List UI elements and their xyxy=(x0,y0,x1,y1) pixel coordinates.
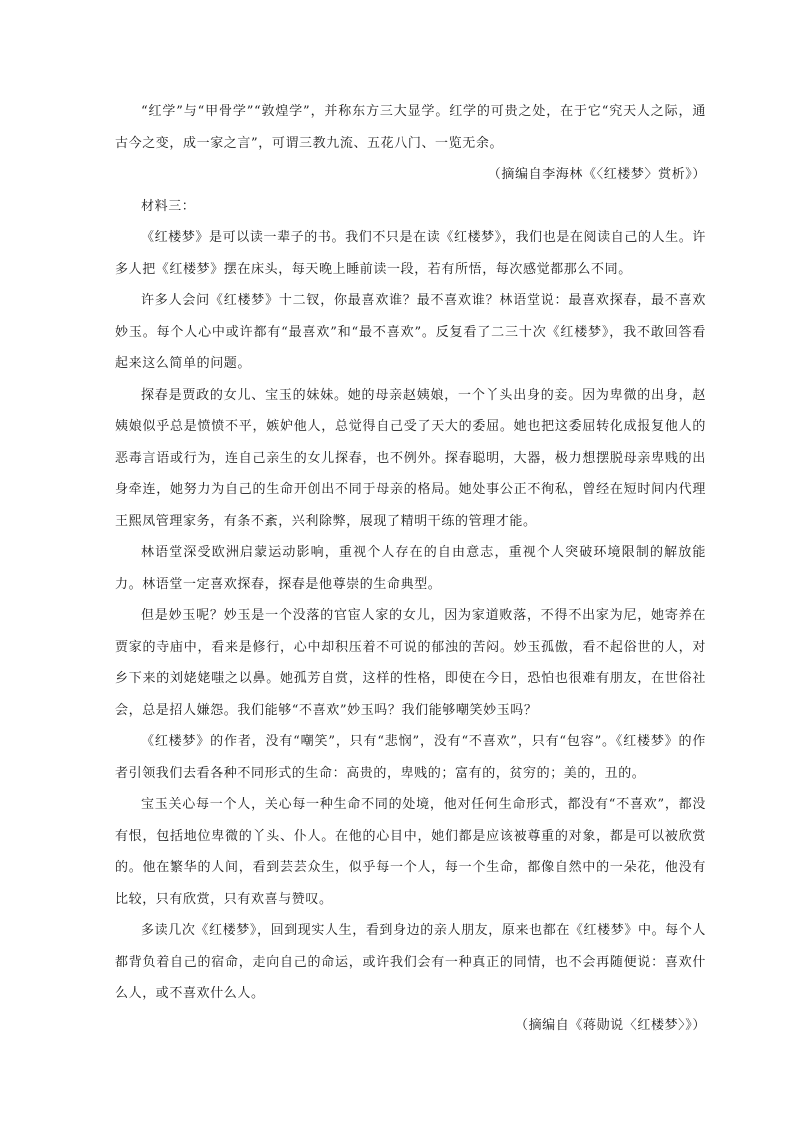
paragraph-author-compassion: 《红楼梦》的作者，没有“嘲笑”，只有“悲悯”，没有“不喜欢”，只有“包容”。《红楼梦》的作者引领我们去看各种不同形式的生命：高贵的，卑贱的；富有的，贫穷的；美的，丑的。 xyxy=(115,734,706,781)
paragraph-baoyu: 宝玉关心每一个人，关心每一种生命不同的处境，他对任何生命形式，都没有“不喜欢”，都没有恨，包括地位卑微的丫头、仆人。在他的心目中，她们都是应该被尊重的对象，都是可以被欣赏的。他在繁华的人间，看到芸芸众生，似乎每一个人，每一个生命，都像自然中的一朵花，他没有比较，只有欣赏，只有欢喜与赞叹。 xyxy=(115,797,706,907)
document-body xyxy=(115,96,706,1041)
paragraph-tanchun: 探春是贾政的女儿、宝玉的妹妹。她的母亲赵姨娘，一个丫头出身的妾。因为卑微的出身，赵姨娘似乎总是愤愤不平，嫉妒他人，总觉得自己受了天大的委屈。她也把这委屈转化成报复他人的恶毒言语或行为，连自己亲生的女儿探春，也不例外。探春聪明，大器，极力想摆脱母亲卑贱的出身牵连，她努力为自己的生命开创出不同于母亲的格局。她处事公正不徇私，曾经在短时间内代理王熙凤管理家务，有条不紊，兴利除弊，展现了精明干练的管理才能。 xyxy=(115,387,706,529)
source-citation-jiang-xun: （摘编自《蒋勋说〈红楼梦〉》） xyxy=(514,1017,706,1033)
paragraph-miaoyu: 但是妙玉呢？妙玉是一个没落的官宦人家的女儿，因为家道败落，不得不出家为尼，她寄养在贾家的寺庙中，看来是修行，心中却积压着不可说的郁浊的苦闷。妙玉孤傲，看不起俗世的人，对乡下来的刘姥姥嗤之以鼻。她孤芳自赏，这样的性格，即使在今日，恐怕也很难有朋友，在世俗社会，总是招人嫌怨。我们能够“不喜欢”妙玉吗？我们能够嘲笑妙玉吗？ xyxy=(115,608,706,718)
material-three-label: 材料三： xyxy=(141,198,196,214)
paragraph-lin-yutang: 林语堂深受欧洲启蒙运动影响，重视个人存在的自由意志，重视个人突破环境限制的解放能力。林语堂一定喜欢探春，探春是他尊崇的生命典型。 xyxy=(115,545,706,592)
paragraph-twelve-beauties: 许多人会问《红楼梦》十二钗，你最喜欢谁？最不喜欢谁？林语堂说：最喜欢探春，最不喜欢妙玉。每个人心中或许都有“最喜欢”和“最不喜欢”。反复看了二三十次《红楼梦》，我不敢回答看起来这么简单的问题。 xyxy=(115,293,706,371)
paragraph-reading-again: 多读几次《红楼梦》，回到现实人生，看到身边的亲人朋友，原来也都在《红楼梦》中。每个人都背负着自己的宿命，走向自己的命运，或许我们会有一种真正的同情，也不会再随便说：喜欢什么人，或不喜欢什么人。 xyxy=(115,923,706,1001)
paragraph-redology-intro: “红学”与“甲骨学”“敦煌学”，并称东方三大显学。红学的可贵之处，在于它“究天人之际，通古今之变，成一家之言”，可谓三教九流、五花八门、一览无余。 xyxy=(115,104,706,151)
source-citation-li-hailin: （摘编自李海林《〈红楼梦〉赏析》） xyxy=(487,167,706,182)
paragraph-read-lifetime: 《红楼梦》是可以读一辈子的书。我们不只是在读《红楼梦》，我们也是在阅读自己的人生。许多人把《红楼梦》摆在床头，每天晚上睡前读一段，若有所悟，每次感觉都那么不同。 xyxy=(115,230,706,277)
